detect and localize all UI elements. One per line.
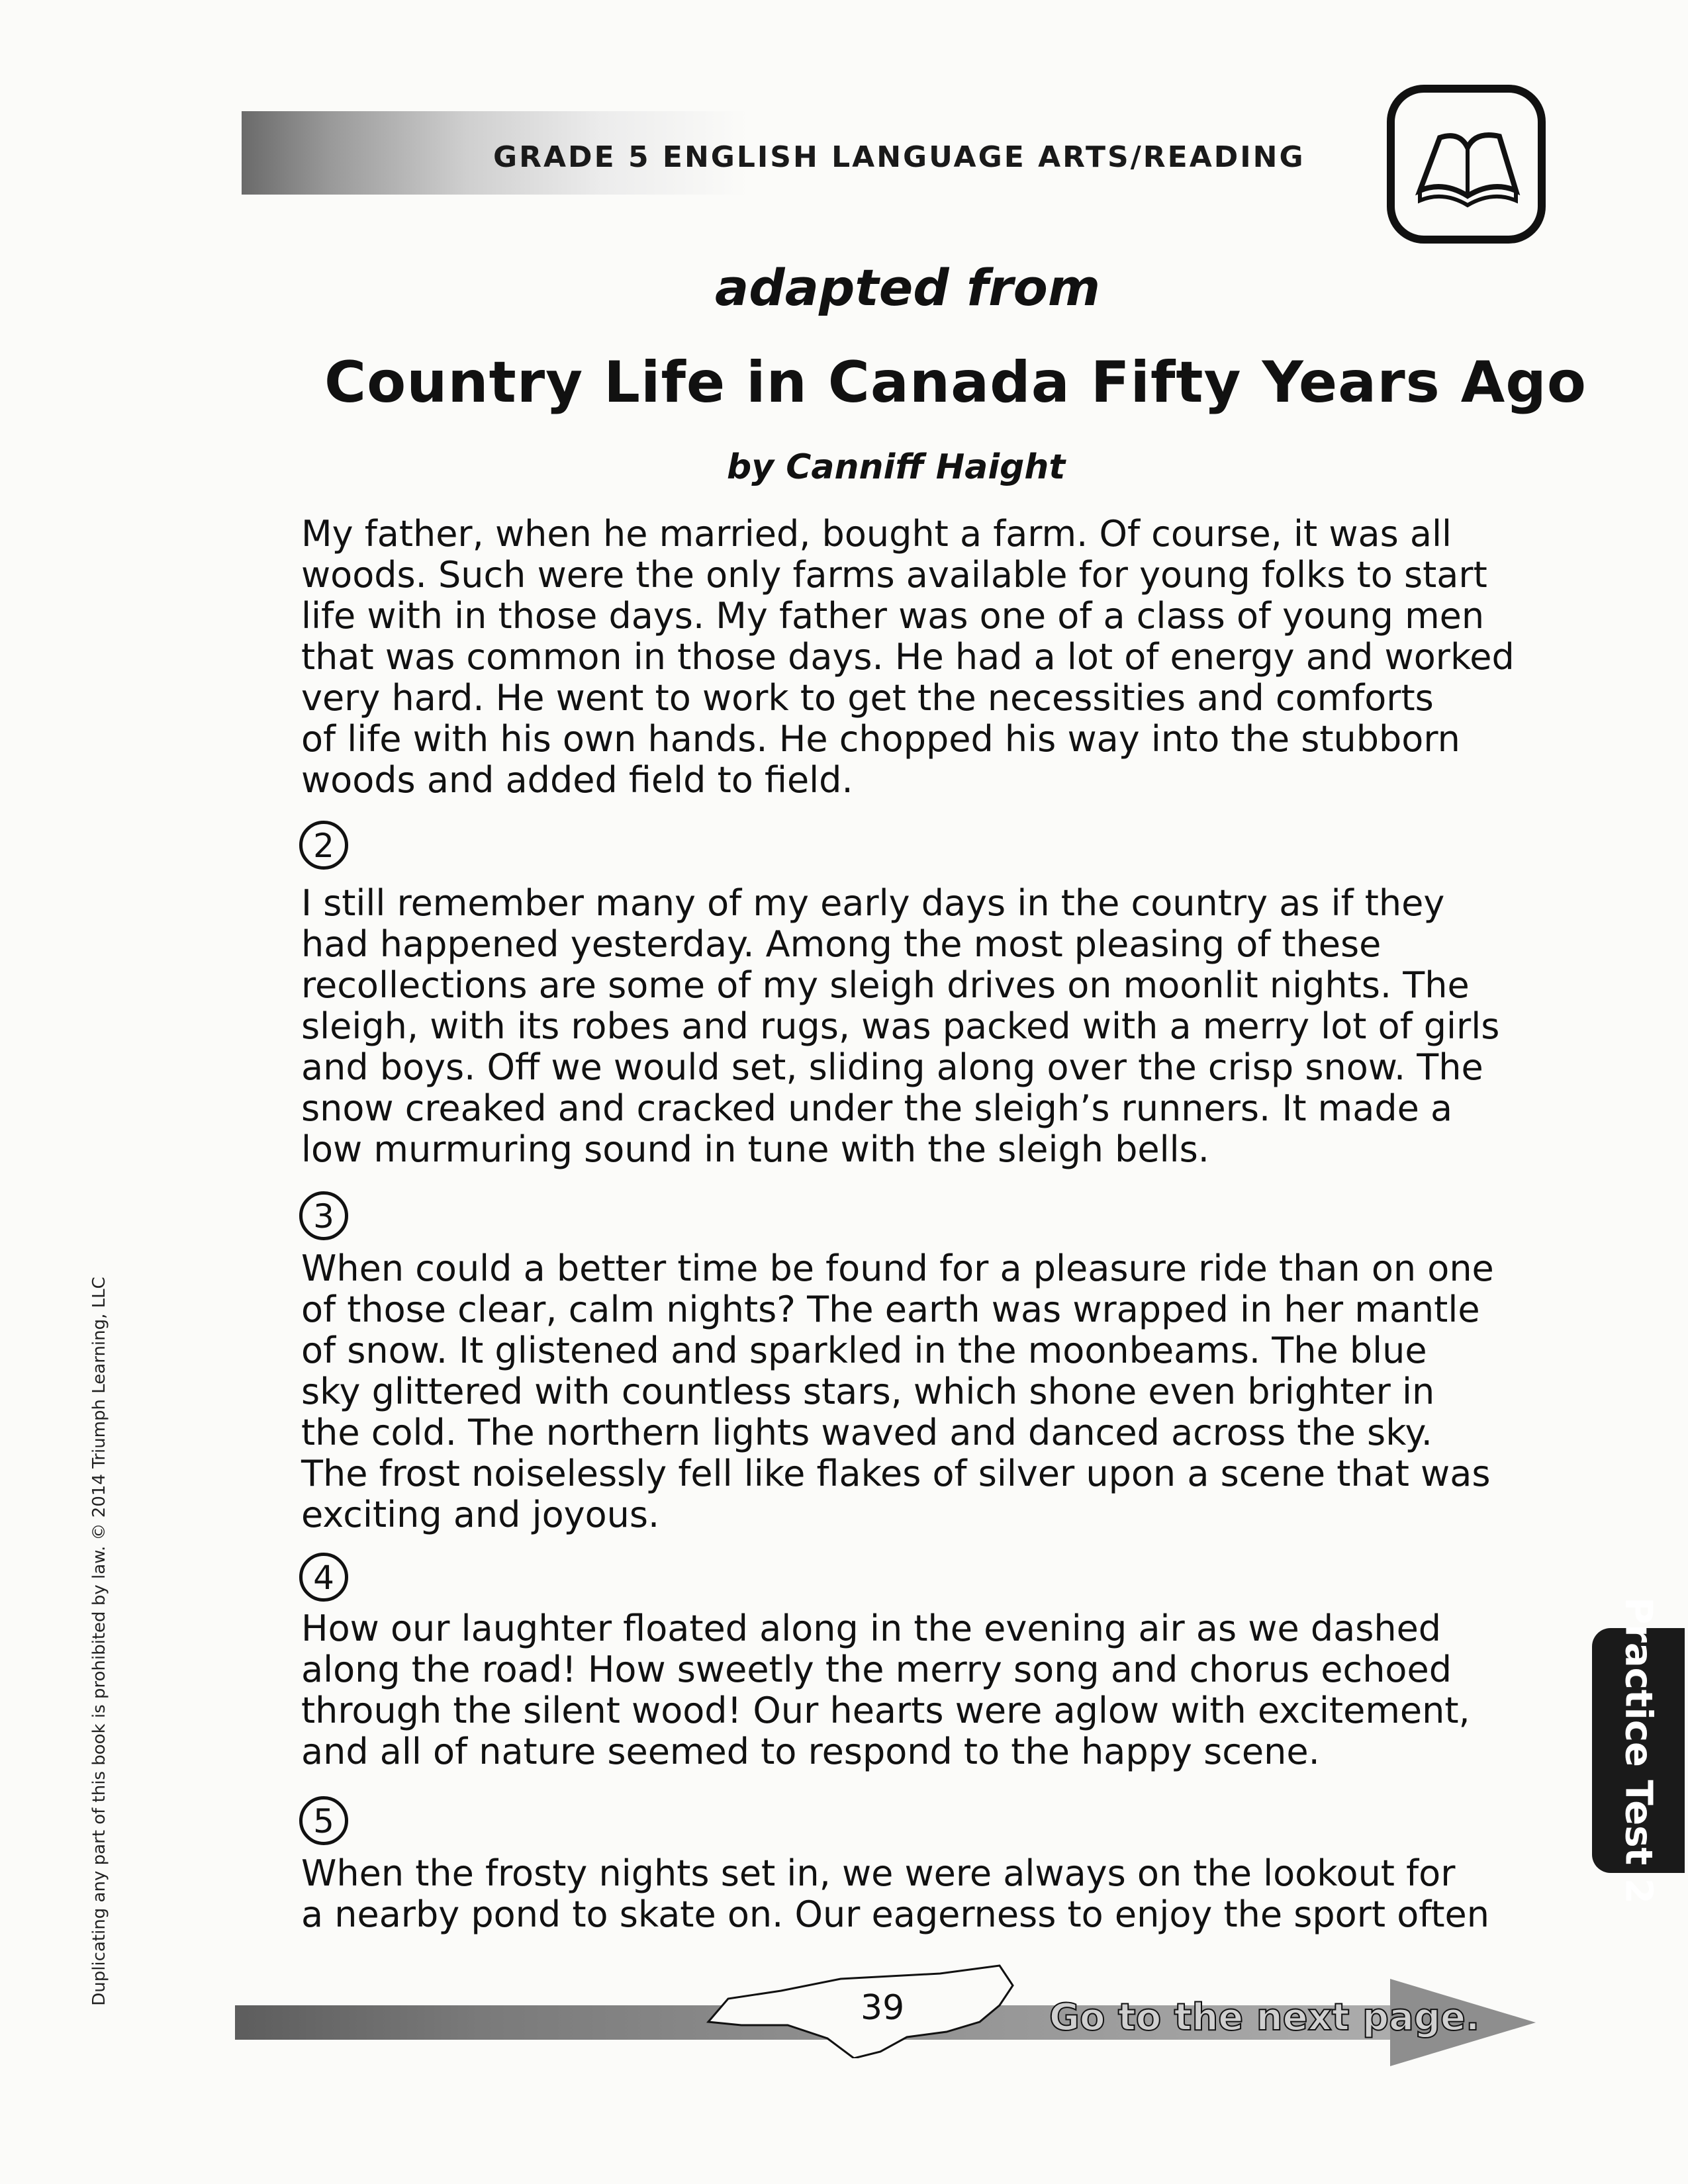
paragraph-line: a nearby pond to skate on. Our eagerness to enjoy the sport often	[301, 1893, 1489, 1935]
paragraph-number-4: 4	[299, 1553, 348, 1602]
story-title: Country Life in Canada Fifty Years Ago	[324, 349, 1587, 416]
paragraph-line: had happened yesterday. Among the most pleasing of these	[301, 923, 1382, 965]
copyright-notice: Duplicating any part of this book is prohibited by law. © 2014 Triumph Learning, LLC	[89, 1277, 109, 2006]
paragraph-line: How our laughter floated along in the evening air as we dashed	[301, 1608, 1442, 1649]
paragraph-line: and boys. Off we would set, sliding along over the crisp snow. The	[301, 1046, 1483, 1088]
practice-test-label: Practice Test 2	[1617, 1597, 1660, 1904]
paragraph-line: When the frosty nights set in, we were always on the lookout for	[301, 1852, 1456, 1894]
paragraph-line: very hard. He went to work to get the necessities and comforts	[301, 677, 1434, 719]
header-title: GRADE 5 ENGLISH LANGUAGE ARTS/READING	[493, 140, 1305, 174]
paragraph-line: sky glittered with countless stars, which shone even brighter in	[301, 1371, 1435, 1412]
book-icon-box	[1387, 85, 1546, 244]
paragraph-1	[301, 513, 1515, 801]
open-book-icon	[1407, 118, 1526, 217]
paragraph-line: of those clear, calm nights? The earth was wrapped in her mantle	[301, 1289, 1480, 1330]
paragraph-line: along the road! How sweetly the merry song and chorus echoed	[301, 1649, 1452, 1690]
practice-test-tab	[1592, 1597, 1685, 1904]
paragraph-number-2: 2	[299, 821, 348, 870]
paragraph-5	[301, 1853, 1499, 1935]
page-number: 39	[861, 1988, 905, 2028]
paragraph-line: snow creaked and cracked under the sleigh’s runners. It made a	[301, 1087, 1453, 1129]
paragraph-line: of snow. It glistened and sparkled in the moonbeams. The blue	[301, 1330, 1427, 1371]
paragraph-line: woods. Such were the only farms available for young folks to start	[301, 554, 1487, 596]
paragraph-line: My father, when he married, bought a farm. Of course, it was all	[301, 513, 1452, 555]
paragraph-number-3: 3	[299, 1191, 348, 1240]
paragraph-line: recollections are some of my sleigh drives on moonlit nights. The	[301, 964, 1470, 1006]
paragraph-line: of life with his own hands. He chopped his way into the stubborn	[301, 718, 1460, 760]
byline: by Canniff Haight	[727, 447, 1066, 487]
paragraph-line: The frost noiselessly fell like flakes of silver upon a scene that was	[301, 1453, 1491, 1494]
next-page-label[interactable]: Go to the next page.	[1049, 1996, 1480, 2039]
paragraph-line: When could a better time be found for a pleasure ride than on one	[301, 1248, 1494, 1289]
paragraph-line: the cold. The northern lights waved and danced across the sky.	[301, 1412, 1432, 1453]
paragraph-line: sleigh, with its robes and rugs, was packed with a merry lot of girls	[301, 1005, 1500, 1047]
paragraph-number-5: 5	[299, 1796, 348, 1845]
paragraph-line: life with in those days. My father was one of a class of young men	[301, 595, 1485, 637]
paragraph-line: through the silent wood! Our hearts were aglow with excitement,	[301, 1690, 1470, 1731]
paragraph-line: woods and added field to field.	[301, 759, 853, 801]
paragraph-4	[301, 1608, 1499, 1772]
paragraph-2	[301, 883, 1499, 1170]
paragraph-3	[301, 1248, 1499, 1535]
paragraph-line: low murmuring sound in tune with the sleigh bells.	[301, 1128, 1209, 1170]
paragraph-line: I still remember many of my early days in the country as if they	[301, 882, 1445, 924]
adapted-label: adapted from	[715, 258, 1101, 317]
paragraph-line: and all of nature seemed to respond to the happy scene.	[301, 1731, 1320, 1772]
paragraph-line: that was common in those days. He had a lot of energy and worked	[301, 636, 1515, 678]
paragraph-line: exciting and joyous.	[301, 1494, 660, 1535]
